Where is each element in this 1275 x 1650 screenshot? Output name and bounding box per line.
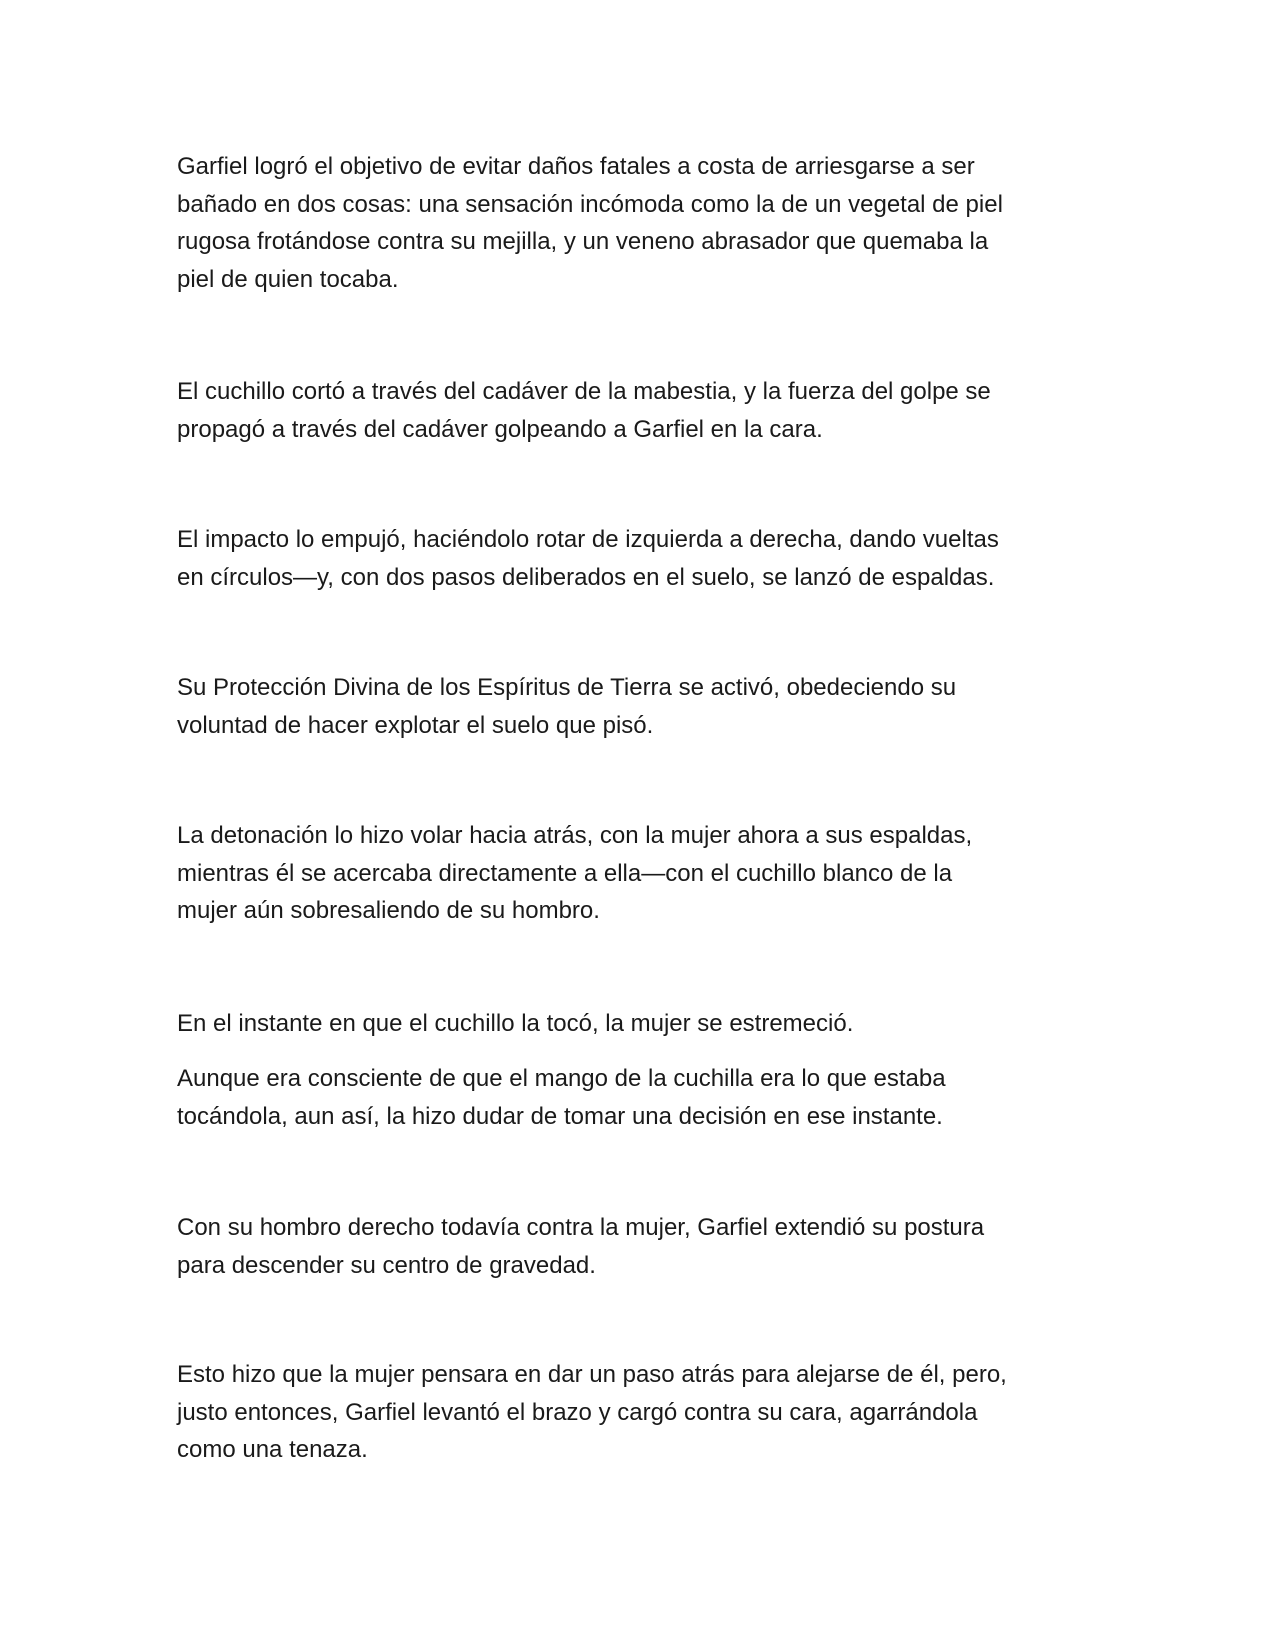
paragraph: El cuchillo cortó a través del cadáver de la mabestia, y la fuerza del golpe se propagó a través del cadáver golpeando a Garfiel en la cara. <box>177 378 991 443</box>
paragraph: Su Protección Divina de los Espíritus de Tierra se activó, obedeciendo su voluntad de hacer explotar el suelo que pisó. <box>177 674 957 739</box>
paragraph: Con su hombro derecho todavía contra la mujer, Garfiel extendió su postura para descender su centro de gravedad. <box>177 1214 985 1279</box>
paragraph: Esto hizo que la mujer pensara en dar un paso atrás para alejarse de él, pero, justo entonces, Garfiel levantó el brazo y cargó contra su cara, agarrándola como una tenaza. <box>177 1361 1007 1463</box>
paragraph: En el instante en que el cuchillo la tocó, la mujer se estremeció. <box>177 1010 854 1037</box>
paragraph: Aunque era consciente de que el mango de la cuchilla era lo que estaba tocándola, aun así, la hizo dudar de tomar una decisión en ese instante. <box>177 1065 946 1130</box>
paragraph: La detonación lo hizo volar hacia atrás, con la mujer ahora a sus espaldas, mientras él se acercaba directamente a ella—con el cuchillo blanco de la mujer aún sobresaliendo de su hombro. <box>177 822 973 924</box>
paragraph: El impacto lo empujó, haciéndolo rotar de izquierda a derecha, dando vueltas en círculos—y, con dos pasos deliberados en el suelo, se lanzó de espaldas. <box>177 526 999 591</box>
paragraph: Garfiel logró el objetivo de evitar daños fatales a costa de arriesgarse a ser bañado en dos cosas: una sensación incómoda como la de un vegetal de piel rugosa frotándose contra su mejilla, y un veneno abrasador que quemaba la piel de quien tocaba. <box>177 153 1003 293</box>
